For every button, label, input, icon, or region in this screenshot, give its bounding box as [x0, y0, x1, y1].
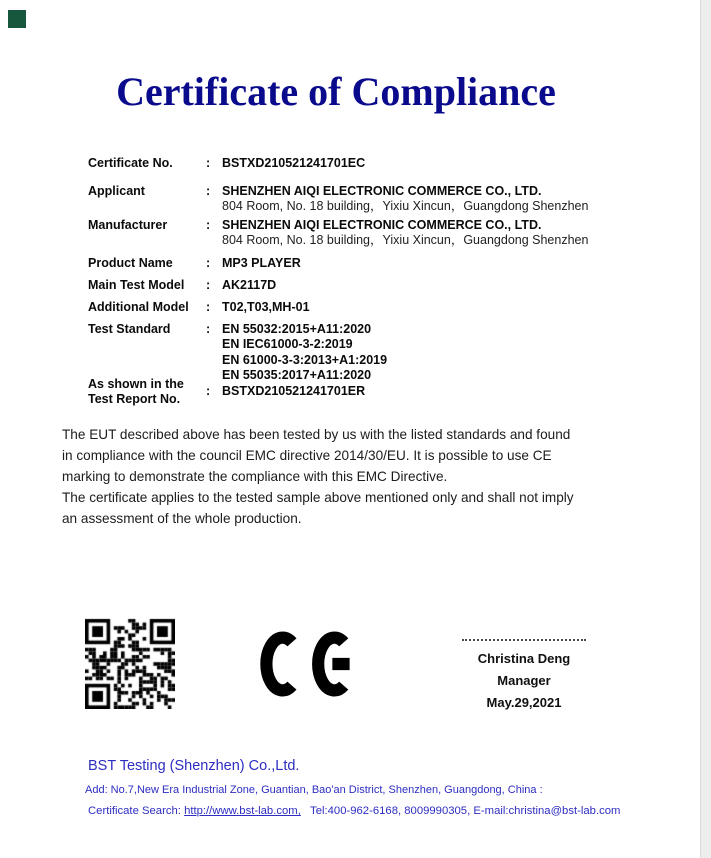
ce-mark-icon [260, 631, 358, 697]
right-edge-strip [700, 0, 711, 858]
applicant-address: 804 Room, No. 18 building，Yixiu Xincun，Guangdong Shenzhen [222, 199, 589, 213]
lab-company-name: BST Testing (Shenzhen) Co.,Ltd. [88, 758, 300, 774]
statement-line: The EUT described above has been tested by us with the listed standards and found [62, 427, 571, 442]
field-label: Additional Model [88, 300, 189, 314]
field-row-additional-model [88, 300, 310, 315]
field-row-certificate-no [88, 156, 365, 171]
signatory-role: Manager [497, 673, 551, 688]
field-row-test-report [88, 377, 365, 407]
colon: : [206, 184, 211, 198]
field-label: Applicant [88, 184, 145, 198]
statement-line: marking to demonstrate the compliance with this EMC Directive. [62, 469, 448, 484]
test-report-number: BSTXD210521241701ER [222, 384, 366, 398]
field-label: Test Report No. [88, 392, 181, 406]
lab-address: Add: No.7,New Era Industrial Zone, Guantian, Bao'an District, Shenzhen, Guangdong, China : [85, 784, 543, 796]
field-row-manufacturer [88, 218, 588, 248]
colon: : [206, 300, 211, 314]
field-label: As shown in the [88, 377, 184, 391]
statement-line: in compliance with the council EMC directive 2014/30/EU. It is possible to use CE [62, 448, 552, 463]
statement-line: The certificate applies to the tested sample above mentioned only and shall not imply [62, 490, 574, 505]
test-standard: EN 61000-3-3:2013+A1:2019 [222, 352, 388, 367]
field-label: Test Standard [88, 322, 171, 336]
page-title: Certificate of Compliance [116, 69, 556, 114]
compliance-statement [62, 424, 662, 529]
colon: : [206, 156, 211, 170]
colon: : [206, 322, 211, 336]
statement-line: an assessment of the whole production. [62, 511, 302, 526]
field-label: Certificate No. [88, 156, 173, 170]
field-row-applicant [88, 184, 588, 214]
lab-phone-email: Tel:400-962-6168, 8009990305, E-mail:christina@bst-lab.com [300, 805, 621, 817]
certificate-search-link[interactable]: http://www.bst-lab.com, [184, 805, 301, 817]
colon: : [206, 218, 211, 232]
certificate-search-label: Certificate Search: [88, 805, 185, 817]
test-standard: EN IEC61000-3-2:2019 [222, 337, 353, 352]
certificate-number: BSTXD210521241701EC [222, 156, 366, 170]
product-name: MP3 PLAYER [222, 256, 301, 270]
lab-contact-line [88, 803, 620, 819]
manufacturer-address: 804 Room, No. 18 building，Yixiu Xincun，Guangdong Shenzhen [222, 233, 589, 247]
corner-mark [8, 10, 26, 28]
field-label: Product Name [88, 256, 173, 270]
additional-model: T02,T03,MH-01 [222, 300, 310, 314]
qr-code-icon [85, 617, 175, 709]
main-test-model: AK2117D [222, 278, 277, 292]
colon: : [206, 278, 211, 292]
test-standard: EN 55032:2015+A11:2020 [222, 322, 372, 336]
test-standard: EN 55035:2017+A11:2020 [222, 368, 372, 383]
colon: : [206, 256, 211, 270]
applicant-name: SHENZHEN AIQI ELECTRONIC COMMERCE CO., LTD. [222, 184, 542, 198]
field-label: Manufacturer [88, 218, 168, 232]
footer [85, 756, 621, 819]
manufacturer-name: SHENZHEN AIQI ELECTRONIC COMMERCE CO., LTD. [222, 218, 542, 232]
signature-block [448, 639, 600, 714]
field-row-test-standard [88, 322, 387, 384]
field-row-product-name [88, 256, 301, 271]
signature-dotted-line [462, 639, 586, 641]
colon: : [206, 384, 211, 398]
signature-date: May.29,2021 [486, 695, 562, 710]
field-row-main-test-model [88, 278, 276, 293]
signatory-name: Christina Deng [477, 651, 571, 666]
field-label: Main Test Model [88, 278, 185, 292]
